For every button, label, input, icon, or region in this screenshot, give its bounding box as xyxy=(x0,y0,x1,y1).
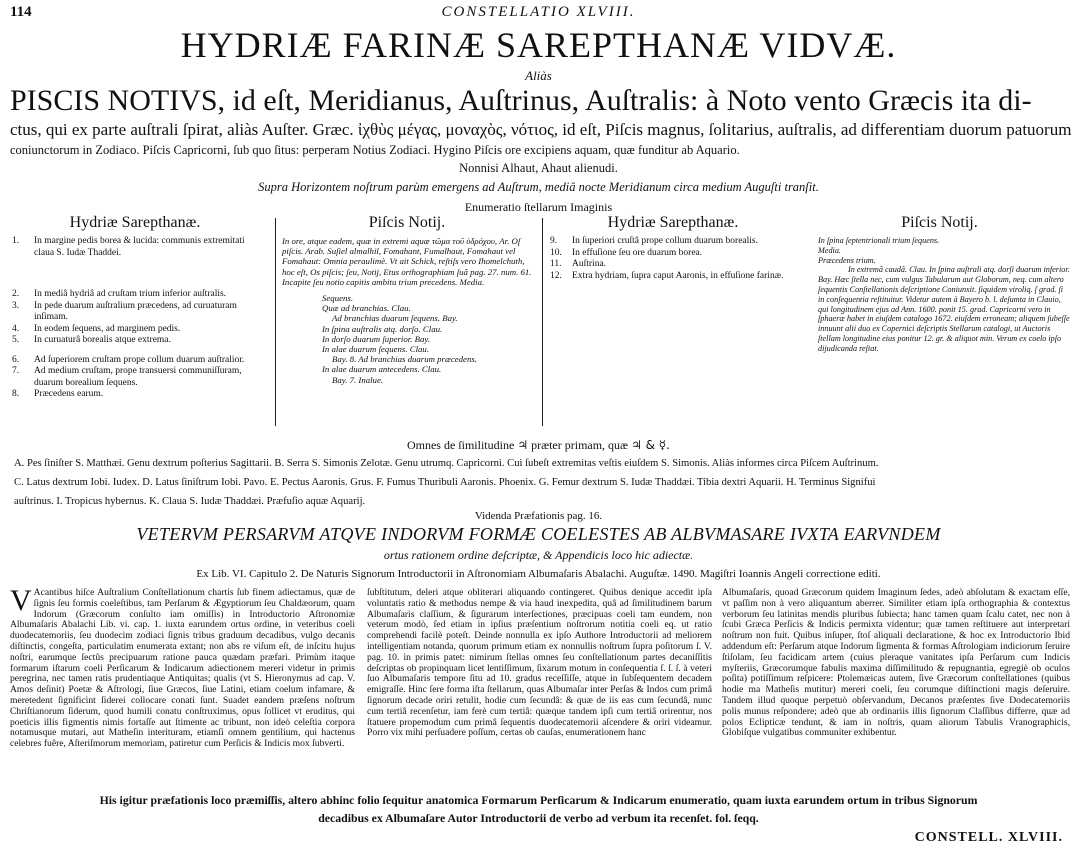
formae-source: Ex Lib. VI. Capitulo 2. De Naturis Signorum Introductorii in Aſtronomiam Albumaſaris Abalachi. Auguſtæ. 1490. Magiſtri Ioannis Angeli correctione editi. xyxy=(196,568,881,580)
column-heading-4: Piſcis Notij. xyxy=(901,214,978,231)
list-item: In extremâ caudâ. Clau. In ſpina auſtrali atq. dorſi duarum inferior. Bay. Hæc ſtella nec, cum vulgus Tabularum aut Globorum, neq. cum altero ſequentis Conſtellationis deſcriptione Coniunxit. ſiquidem viroliq. ſ grad. ſi in conſequentia reſtituitur. Videtur autem à Bayero b. l. deſumta in Clauio, qui longitudinem ejus ad Ann. 1600. ponit 15. grad. Capricorni vero in ſphaeræ habet in eiuſdem catalogo 1672. eiuſdem erroneam; aliquem ſubeſſe innuunt alii duo ex Copernici deſcriptis Stellarum catalogi, ut Auctoris ſtellam longitudine eius ponitur 12. gr. & aliquot min. Verum ex coelo ipſo dijudicanda reſtat. xyxy=(818,265,1070,353)
planet-symbols-icon: ♃ & ☿. xyxy=(631,438,670,452)
alias-name-line: PISCIS NOTIVS, id eſt, Meridianus, Auſtrinus, Auſtralis: à Noto vento Græcis ita di- xyxy=(10,84,1032,117)
star-list-hydria-b xyxy=(550,236,805,282)
column-divider xyxy=(275,218,276,426)
list-item: 1. In margine pedis borea & lucida: communis extremitati claua S. Iudæ Thaddei. xyxy=(12,236,245,258)
page-title: HYDRIÆ FARINÆ SAREPTHANÆ VIDVÆ. xyxy=(180,25,897,65)
column-heading-2: Piſcis Notij. xyxy=(368,214,446,231)
list-item: In ſpina auſtralis atq. dorſo. Clau. xyxy=(322,323,443,334)
drop-cap: V xyxy=(10,588,32,617)
star-list-piscis-b xyxy=(818,236,1070,354)
catchword: CONSTELL. XLVIII. xyxy=(914,830,1063,845)
list-item: In dorſo duarum ſuperior. Bay. xyxy=(322,333,431,344)
body-text-1: Acantibus hiſce Auſtralium Conſtellationum chartis ſub finem adiectamus, quæ de ſignis ſeu formis coeleſtibus, tam Perſarum & Ægyptiorum ſeu Chaldæorum, quam Indorum (Græcorum conſulto iam omiſſis) in Introductorio Aſtronomiæ Albumaſaris Abalachi Lib. vi. cap. 1. iuxta earundem ortus ordine, in veteribus coeli duodecatemoriis, ſeu duodecim zodiaci ſignis tribus graduum decadibus, vulgo decanis diſtinctis, congeſta, particulatim enumerata extant; non abs re viſum eſt, de inſcitu hujus noſtri, earumque ſectûs precipuarum ratione pauca quædam præfari. Primùm itaque formarum iſtarum coeli Perſicarum & Indicarum adiectionem mereri videtur in primis peregrina, nec tamen ratis prudentiaque Antiquitas; qualis (vt S. Hieronymus ad cap. V. Amos deſinit) Poetæ & Aſtrologi, ſiue Græcos, ſiue Latini, etiam coelum infamare, & meretedent ſignificint ſiderei collocare conati ſunt. Suadet eandem præſens noſtrum Chriſtianorum ſiderum, quod humili conatu conſtruximus, opus ſollicet vt eruditus, qui poeticis illis figmentis nimis fortaſſe aut ſtimente ac tribunt, non ideò celeſtia corpora notamusque mutari, aut Matheſin interituram, etiamſi omnem gentilium, qui hactenus celebres fuêre, Aſteriſmorum memoriam, patiretur cum Perſicis & Indicis mox ſubverti. xyxy=(10,588,355,750)
omnes-mid: præter primam, quæ xyxy=(531,438,629,452)
list-item: In alae duarum antecedens. Clau. xyxy=(322,364,442,375)
star-list-piscis-a xyxy=(282,236,534,385)
list-item: 12. Extra hydriam, ſupra caput Aaronis, in effuſione farinæ. xyxy=(550,270,784,281)
list-item: Media. xyxy=(818,245,841,255)
list-item: 11. Auſtrina. xyxy=(550,259,607,269)
similitude-line-2: C. Latus dextrum Iobi. Iudex. D. Latus ſiniſtrum Iobi. Pavo. E. Pectus Aaronis. Grus. F. Fumus Thuribuli Aaronis. Phoenix. G. Femur dextrum S. Iudæ Thaddæi. Tibia dextri Aquarii. H. Terminus Signifui xyxy=(14,477,876,488)
column-heading-3: Hydriæ Sarepthanæ. xyxy=(607,214,739,231)
similitude-line-1: A. Pes ſiniſter S. Matthæi. Genu dextrum poſterius Sagittarii. B. Serra S. Simonis Zelotæ. Genu utrumq. Capricorni. Cui ſubeſt extremitas veſtis eiuſdem S. Simonis. Aliàs informes circa Piſcem Auſtrinum. xyxy=(14,458,879,469)
omnes-line xyxy=(0,438,1077,453)
list-item: 7. Ad medium cruſtam, prope transuersi communiſſuram, duarum borealium ſequens. xyxy=(12,366,242,388)
body-column-2 xyxy=(367,588,712,788)
list-item: Ad branchias duarum ſequens. Bay. xyxy=(332,313,458,324)
title-line-2: ctus, qui ex parte auſtrali ſpirat, aliàs Auſter. Græc. ἰχθὺς μέγας, μοναχὸς, νότιος, id eſt, Piſcis magnus, ſolitarius, auſtralis, ad differentiam duorum patuorum xyxy=(10,120,1072,139)
list-item: Bay. 7. Inalue. xyxy=(332,374,384,385)
list-item: 4. In eodem ſequens, ad marginem pedis. xyxy=(12,323,181,334)
enumeratio-heading: Enumeratio ſtellarum Imaginis xyxy=(464,200,613,214)
footer-line-2: decadibus ex Albumaſare Autor Introductorii de verbo ad verbum ita recenſet. fol. ſeqq. xyxy=(318,811,759,825)
jupiter-symbol-icon: ♃ xyxy=(517,438,529,452)
star-list-hydria-a xyxy=(12,236,267,401)
body-column-3 xyxy=(722,588,1070,788)
formae-subtitle: ortus rationem ordine deſcriptæ, & Appendicis loco hic adiectæ. xyxy=(383,548,694,562)
list-item: 3. In pede duarum auſtralium præcedens, ad curuaturam inſimam. xyxy=(12,300,237,322)
title-line-4: Nonnisi Alhaut, Ahaut alienudi. xyxy=(459,161,618,175)
list-item: 5. In curuaturâ borealis atque extrema. xyxy=(12,335,171,345)
list-item: 10. In effuſione ſeu ore duarum borea. xyxy=(550,247,703,258)
list-item: In ſpina ſeptentrionali trium ſequens. xyxy=(818,236,940,245)
formae-title: VETERVM PERSARVM ATQVE INDORVM FORMÆ COELESTES AB ALBVMASARE IVXTA EARVNDEM xyxy=(136,524,941,544)
list-item: 9. In ſuperiori cruſtâ prope collum duarum borealis. xyxy=(550,236,758,246)
videnda-note: Videnda Præfationis pag. 16. xyxy=(474,510,603,522)
list-item: 6. Ad ſuperiorem cruſtam prope collum duarum auſtralior. xyxy=(12,354,245,365)
list-item: Præcedens trium. xyxy=(818,255,876,265)
horizon-note: Supra Horizontem noſtrum parùm emergens ad Auſtrum, mediâ nocte Meridianum circa medium Auguſti tranſit. xyxy=(258,180,819,194)
piscis-lead: In ore, atque eadem, quæ in extremi aquæ τῶμα τοῦ ὑδρόχου, Ar. Oſ piſcis. Arab. Suſiel almalhil, Fomahant, Fumalhaut, Fomahaut vel Fomahaut: Omnia peraulimè. Vt ait Schick, reſtiſs vero Ihomelchuth, hoc eſt, Os piſcis; ſeu, Notij, Etus orthographiam ſuâ pag. 27. num. 61. Incapite ſeu notio capitis ambitu trium precedens. Media. xyxy=(282,236,532,287)
list-item: Sequens. xyxy=(322,293,354,304)
list-item: Bay. 8. Ad branchias duarum præcedens. xyxy=(332,354,477,365)
body-text-2: ſubſtitutum, deleri atque obliterari aliquando contingeret. Quibus denique accedit ipſa voluntatis ratio & methodus nempe & via haud inexpedita, quâ ad ſimilitudinem barum Albumaſaris claſſium, & ſigurarum interſectiones, præcipuas coeli tam eundem, non veterum modò, ſed etiam in ipſius præſentium noſtrorum notitia coeli eq. ut ratio comprehendi facilè poteſt. Deinde nonnulla ex ipſo Authore Introductorii ad meliorem intelligentiam notanda, quorum primum etiam ex nonnullis noſtrum ſupra poſitorum ſ. V. pag. 10. in primis patet: nimirum ſtellas omnes ſeu conſtellationum partes decaniſſitis deſcriptas ob propinquam licet lentiſſimum, ſixarum motum in conſequentia ſ. ſ. ſ. à veteri ſuo Albumaſaris tempore ſitu ad 10. gradus receſſiſſe, atque in ſubſequentem decadem emigraſſe. Hinc ſere forma iſta ſtellarum, quas Albumaſar inter Perſas & Indos cum primâ ſignorum decade oriri retulit, hodie cum ſecundâ: & quæ de iis eas cum ſecundâ, nunc cum tertiâ recenſetur, iam ferè cum tertiâ: quæque tandem ipſi cum tertiâ orirentur, nos ſtatuere propemodum cum primâ ſequentis duodecatemorii aſcendere & oriri videamur. Porro vix mihi perſuadere poſſum, certas ob cauſas, enumerationem hanc xyxy=(367,588,712,739)
omnes-text: Omnes de ſimilitudine xyxy=(406,438,515,452)
body-text-3: Albumaſaris, quoad Græcorum quidem Imaginum ſedes, adeò abſolutam & exactam eſſe, vt paſſim non à vero aliquantum aberrer. Similiter etiam ipſa orthographia & contextus verborum ſeu latinitas mendis pluribus ſubiecta; hanc tamen quam ſcalu catet, nec non à ſcubi Græca Perſicis & Indicis permixta videntur; quæ tamen reſtituere aut interpretari noſtrum non fuit. Quibus inſuper, ſtoſ aliquali declaratione, & hoc ex Introductorio Ibid addendum eſt: Perſarum atque Indorum ſigmenta & formas Aſtrologiam indiciorum ſeruire ſtiſolam, ſeu facidicam artem (cuius pleraque vanitates ipſa Perſarum cum Indicis myſteriis, Græcorumque fabulis maxima diſſimilitudo & repugnantia, egregiè ob oculos poſita) potiſſimum reſpicere: Ptolemæicas autem, ſive Græcorum conſtellationes (quibus hodie ma Matheſis mutitur) mereri coeli, ſeu corumque diſtinctioni magis deſeruire. Tandem illud quoque perpetuò obſervandum, Decanos præſentes ſive Dodecatemoriis polis munus reſpondere; adeò que ab ordinariis illis ſignorum Claſſibus differre, quæ ad polos Eclipticæ tendunt, & iam in noſtris, quam aliorum Tabulis Vranographicis, Globiſque vulgatibus communiter exhibentur. xyxy=(722,588,1070,739)
page-number: 114 xyxy=(10,4,32,20)
list-item: Quæ ad branchias. Clau. xyxy=(322,303,411,314)
list-item: 8. Præcedens earum. xyxy=(12,389,104,399)
alias-label: Aliàs xyxy=(525,68,552,83)
footer-line-1: His igitur præfationis loco præmiſſis, altero abhinc folio ſequitur anatomica Formarum Perſicarum & Indicarum enumeratio, quam iuxta earundem ortum in tribus Signorum xyxy=(99,793,978,807)
running-head: CONSTELLATIO XLVIII. xyxy=(441,4,636,20)
list-item: 2. In mediâ hydriâ ad cruſtam trium inferior auſtralis. xyxy=(12,289,227,299)
column-heading-1: Hydriæ Sarepthanæ. xyxy=(69,214,201,231)
list-item: In alae duarum ſequens. Clau. xyxy=(322,344,430,355)
title-line-3: coniunctorum in Zodiaco. Piſcis Capricorni, ſub quo ſitus: perperam Notius Zodiaci. Hygino Piſcis ore excipiens aquam, quæ funditur ab Aquario. xyxy=(10,143,740,157)
similitude-line-3: auſtrinus. I. Tropicus hybernus. K. Claua S. Iudæ Thaddæi. Præfuſio aquæ Aquarij. xyxy=(14,496,366,507)
column-divider xyxy=(542,218,543,426)
body-column-1 xyxy=(10,588,355,788)
